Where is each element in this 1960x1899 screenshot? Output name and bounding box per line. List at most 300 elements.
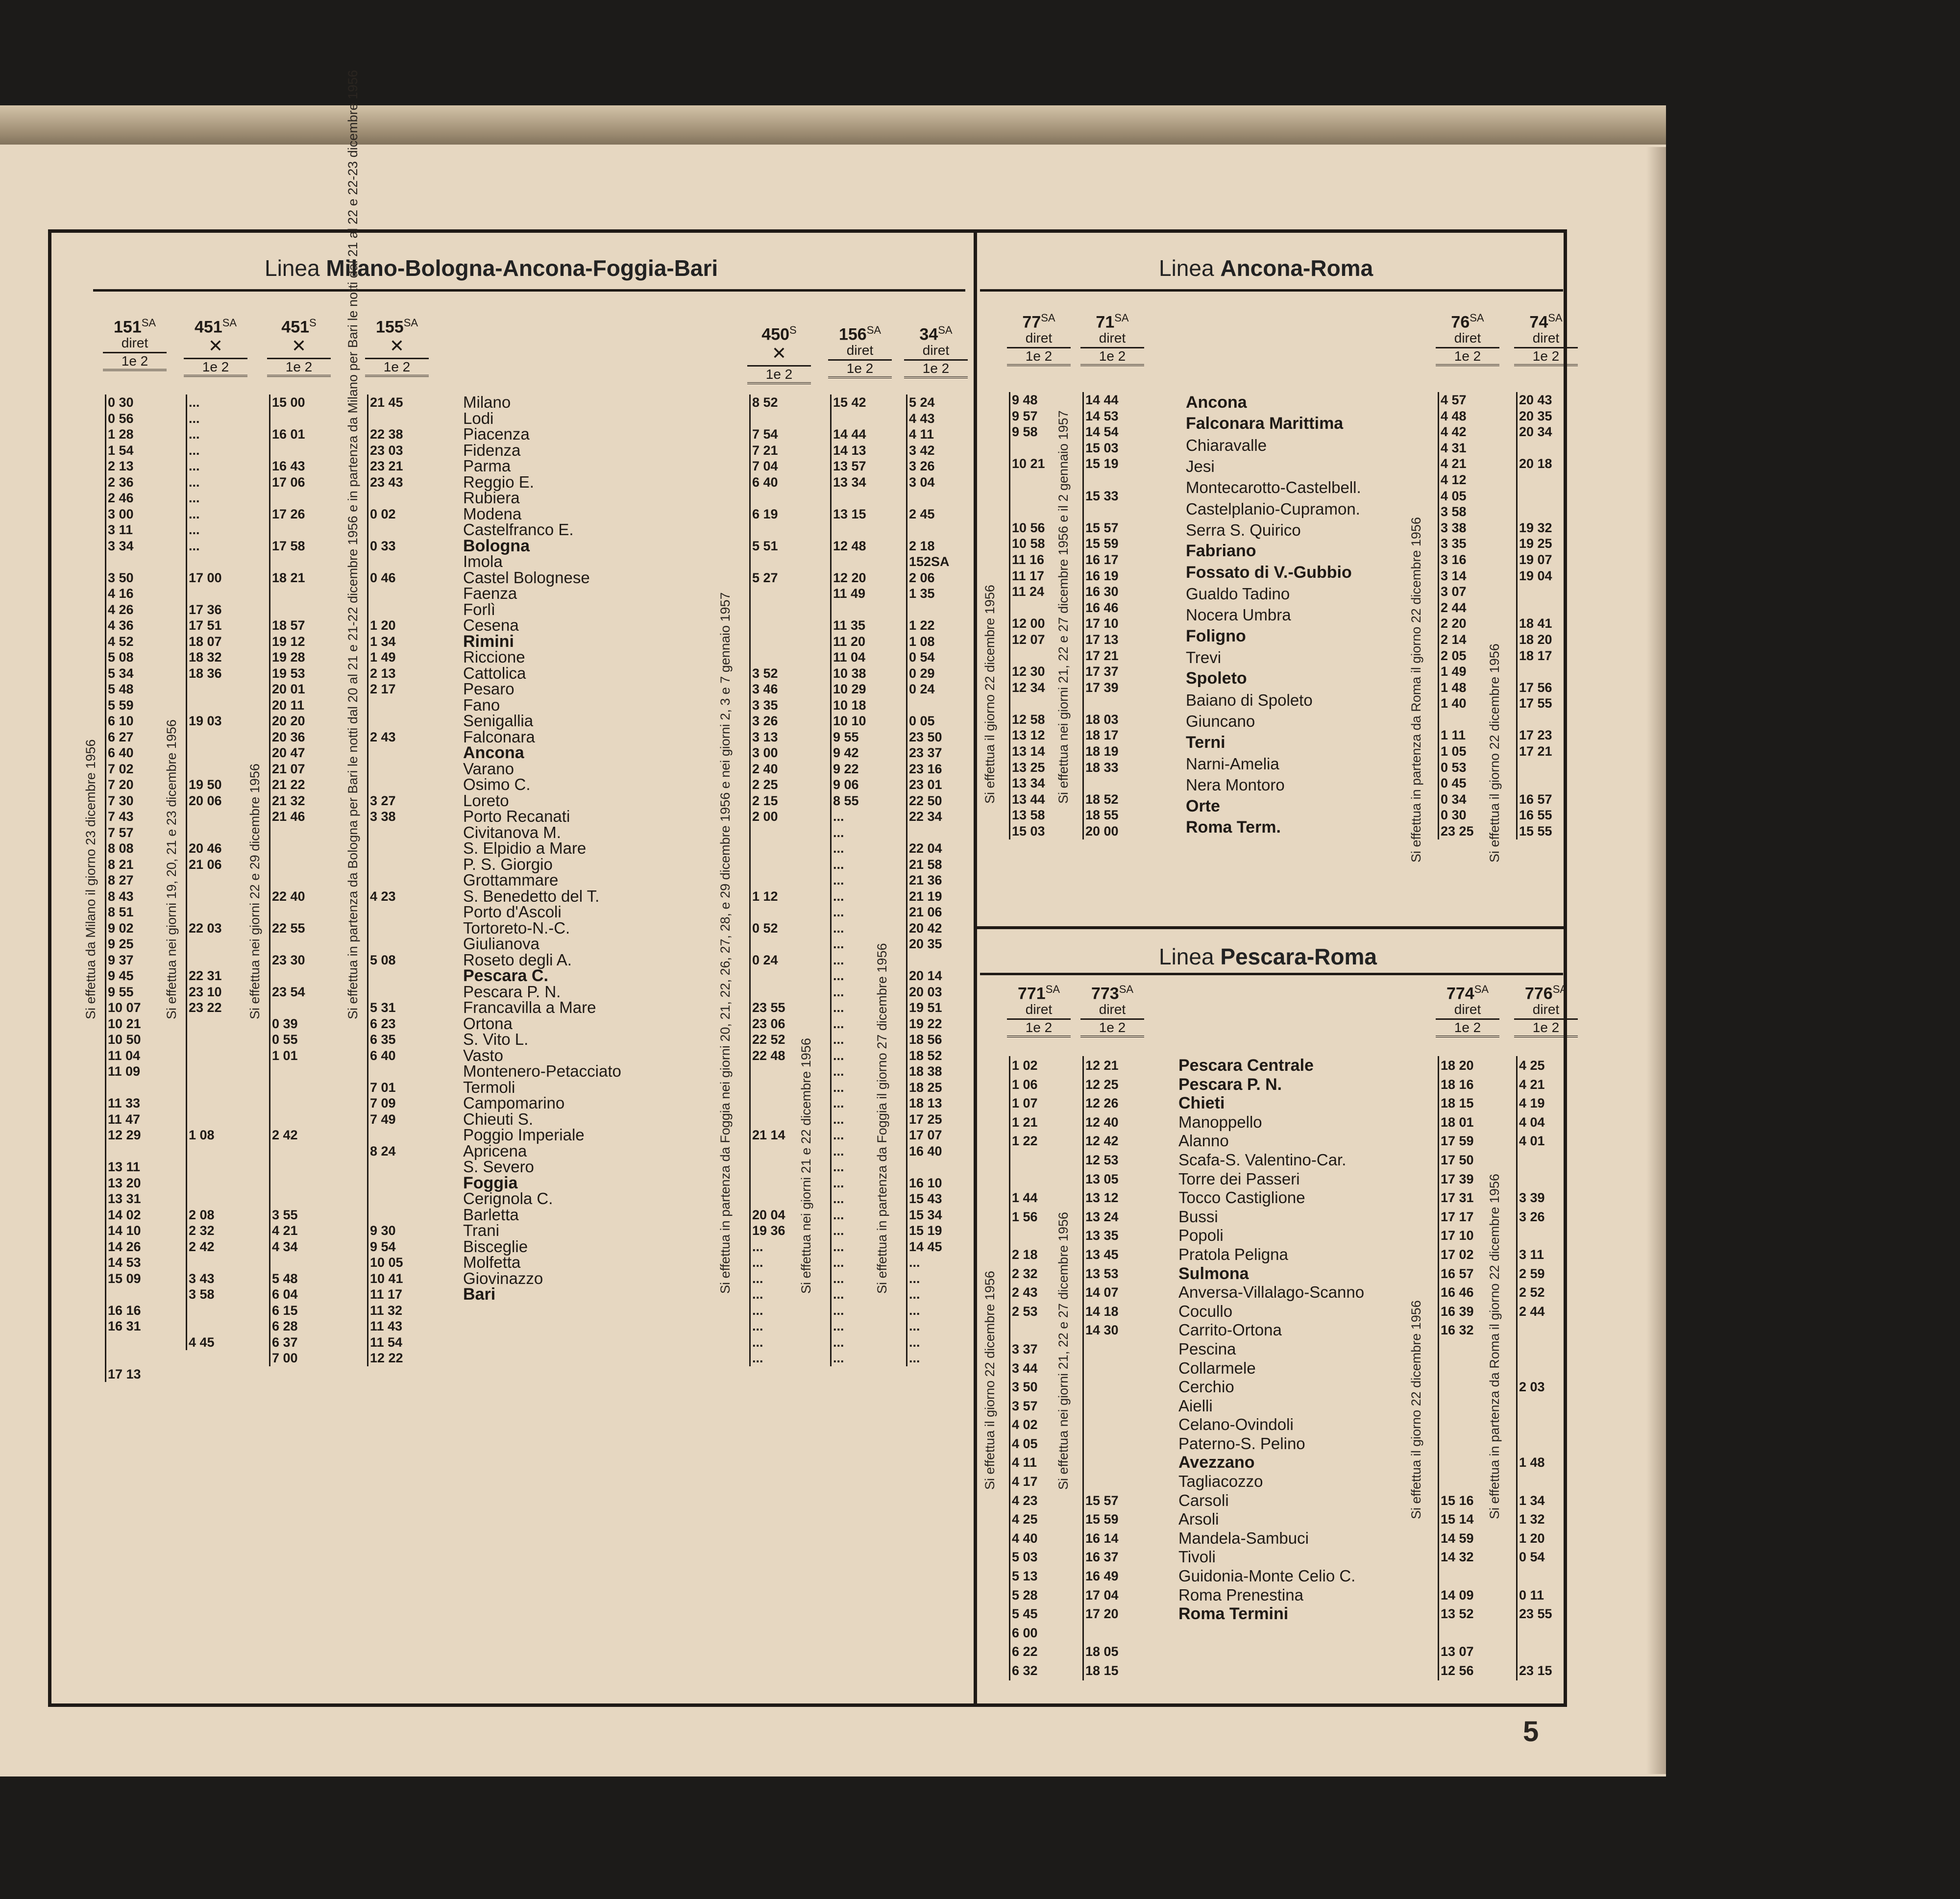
time-cell: 7 02 <box>108 761 134 776</box>
time-cell: 15 57 <box>1085 520 1119 535</box>
time-cell: 12 30 <box>1012 664 1045 679</box>
time-cell: 5 08 <box>108 650 134 665</box>
service-note: Si effettua il giorno 22 dicembre 1956 <box>982 1271 997 1490</box>
time-cell: 17 13 <box>1085 632 1119 647</box>
time-cell: 22 48 <box>752 1048 785 1063</box>
time-cell <box>272 840 305 857</box>
time-cell <box>108 1334 141 1351</box>
station-name: Guidonia-Monte Celio C. <box>1178 1567 1356 1585</box>
time-cell <box>1085 775 1119 791</box>
time-cell: 18 25 <box>909 1080 942 1095</box>
station-row <box>463 395 621 411</box>
time-cell <box>108 1080 141 1096</box>
time-cell: 16 37 <box>1085 1550 1119 1565</box>
time-cell: 0 30 <box>1441 808 1467 823</box>
time-cell: 17 55 <box>1519 696 1552 711</box>
time-cell <box>1441 1472 1474 1491</box>
time-cell: 13 12 <box>1085 1190 1119 1206</box>
station-name: Roma Term. <box>1186 817 1281 837</box>
time-cell: ... <box>189 443 200 458</box>
train-header <box>1514 980 1578 1037</box>
time-cell: 10 07 <box>108 1000 141 1015</box>
train-class: 1e 2 <box>747 365 811 384</box>
time-cell: 16 10 <box>909 1175 942 1190</box>
station-name: Giovinazzo <box>463 1269 543 1287</box>
station-name: Carsoli <box>1178 1491 1229 1509</box>
station-row <box>463 793 621 809</box>
time-cell: 17 00 <box>189 570 222 585</box>
time-cell: 6 19 <box>752 506 778 521</box>
time-cell: 12 26 <box>1085 1096 1119 1111</box>
time-cell <box>1519 1642 1552 1661</box>
time-cell: ... <box>833 920 844 936</box>
time-cell <box>752 522 785 538</box>
time-cell: 21 06 <box>189 857 222 872</box>
time-cell: 0 54 <box>909 650 935 665</box>
time-cell: 9 02 <box>108 920 134 936</box>
time-cell: 15 55 <box>1519 824 1552 839</box>
time-cell: 18 41 <box>1519 616 1552 631</box>
time-cell: 8 08 <box>108 841 134 856</box>
time-cell: 22 50 <box>909 793 942 808</box>
service-note: Si effettua in partenza da Bologna per Bari le notti dal 20 al 21 e 21-22 dicembre 1956 e in partenza da Milano per Bari le notti dal 21 al 22 e 22-23 dicembre 1956 <box>345 70 360 1019</box>
train-number <box>1436 309 1499 331</box>
station-row <box>463 538 621 554</box>
time-cell: 3 52 <box>752 666 778 681</box>
station-name: Carrito-Ortona <box>1178 1321 1282 1339</box>
train-number-value: 74 <box>1529 313 1548 332</box>
time-cell: 1 02 <box>1012 1058 1038 1073</box>
time-cell: 8 55 <box>833 793 859 808</box>
time-cell: 18 01 <box>1441 1114 1474 1130</box>
crossed-hammers-icon: ✕ <box>208 336 223 356</box>
station-row <box>463 554 621 570</box>
time-cell: 1 48 <box>1441 680 1467 695</box>
time-cell: 4 05 <box>1012 1436 1038 1451</box>
station-row <box>1186 477 1361 498</box>
station-row <box>1186 668 1361 689</box>
train-category: SA <box>1552 983 1568 995</box>
station-row <box>1178 1472 1364 1491</box>
time-cell: 13 05 <box>1085 1171 1119 1186</box>
time-cell <box>1441 712 1474 728</box>
time-cell <box>752 411 785 427</box>
train-header <box>103 314 167 371</box>
station-name: Termoli <box>463 1078 515 1096</box>
time-cell <box>370 1207 403 1223</box>
train-number-value: 774 <box>1446 984 1474 1003</box>
station-name: Cerignola C. <box>463 1189 553 1208</box>
time-cell <box>752 1080 785 1096</box>
column-rule <box>105 395 106 1382</box>
time-cell: 15 09 <box>108 1271 141 1286</box>
time-cell: 4 19 <box>1519 1096 1545 1111</box>
time-cell: 9 30 <box>370 1223 396 1238</box>
time-cell: ... <box>833 937 844 951</box>
time-cell: 3 34 <box>108 538 134 553</box>
train-number-value: 151 <box>113 318 142 337</box>
time-cell <box>752 1063 785 1080</box>
station-name: Fabriano <box>1186 542 1256 561</box>
time-cell <box>272 1000 305 1016</box>
time-cell: 9 48 <box>1012 393 1038 407</box>
time-cell: ... <box>189 506 200 521</box>
station-name: Milano <box>463 393 511 411</box>
time-cell: 7 49 <box>370 1111 396 1127</box>
station-name: Falconara Marittima <box>1186 414 1344 433</box>
time-cell: 2 42 <box>272 1128 298 1142</box>
time-cell: 16 57 <box>1441 1266 1474 1281</box>
time-cell: 19 36 <box>752 1223 785 1238</box>
train-times <box>1441 392 1474 839</box>
time-cell <box>370 1191 403 1207</box>
time-cell: 3 00 <box>108 506 134 521</box>
time-cell: ... <box>833 905 844 919</box>
time-cell <box>370 872 403 888</box>
time-cell <box>272 602 305 618</box>
train-kind: diret <box>1099 330 1126 346</box>
train-header <box>1007 980 1071 1037</box>
station-name: Pescina <box>1178 1339 1236 1358</box>
time-cell: 2 43 <box>370 729 396 744</box>
time-cell: 1 08 <box>189 1128 215 1142</box>
time-cell: 3 35 <box>1441 536 1467 551</box>
time-cell: 10 41 <box>370 1271 403 1286</box>
train-category: SA <box>1470 312 1484 324</box>
time-cell: ... <box>189 522 200 537</box>
time-cell: 0 52 <box>752 920 778 936</box>
time-cell: 16 43 <box>272 459 305 473</box>
train-class: 1e 2 <box>267 358 331 377</box>
station-row <box>463 586 621 602</box>
time-cell: 17 51 <box>189 618 222 633</box>
time-cell: 2 00 <box>752 809 778 824</box>
time-cell: 21 22 <box>272 777 305 792</box>
time-cell: 16 57 <box>1519 791 1552 807</box>
time-cell <box>272 490 305 506</box>
time-cell: 23 03 <box>370 443 403 458</box>
station-name: Giuncano <box>1186 712 1255 731</box>
time-cell: 2 05 <box>1441 648 1467 663</box>
time-cell <box>189 1095 222 1111</box>
time-cell: 15 43 <box>909 1191 942 1206</box>
time-cell: 0 54 <box>1519 1550 1545 1565</box>
station-name: Nocera Umbra <box>1186 606 1291 624</box>
time-cell: 4 52 <box>108 634 134 649</box>
train-class: 1e 2 <box>103 352 167 371</box>
time-cell: ... <box>909 1334 920 1350</box>
time-cell: 6 00 <box>1012 1625 1038 1640</box>
station-name: Osimo C. <box>463 775 531 793</box>
time-cell <box>752 857 785 873</box>
time-cell <box>189 1175 222 1191</box>
station-row <box>1178 1283 1364 1302</box>
station-row <box>1186 753 1361 774</box>
title-underline <box>980 973 1563 975</box>
time-cell: ... <box>833 857 844 872</box>
time-cell: 4 11 <box>909 427 934 442</box>
time-cell: 5 48 <box>272 1271 298 1286</box>
station-row <box>1186 796 1361 817</box>
station-name: Varano <box>463 759 514 778</box>
train-times <box>370 395 403 1366</box>
time-cell <box>189 952 222 968</box>
time-cell: 1 01 <box>272 1048 298 1063</box>
service-note: Si effettua nei giorni 21, 22 e 27 dicembre 1956 <box>1056 1212 1071 1490</box>
time-cell <box>370 761 403 777</box>
station-row <box>463 1000 621 1016</box>
station-name: Jesi <box>1186 457 1215 476</box>
time-cell: 3 50 <box>108 570 134 585</box>
time-cell: 12 20 <box>833 570 866 585</box>
time-cell: 4 25 <box>1519 1058 1545 1073</box>
time-cell: 15 59 <box>1085 536 1119 551</box>
train-number-value: 155 <box>375 318 404 337</box>
station-name: Fossato di V.-Gubbio <box>1186 563 1352 582</box>
time-cell: 5 31 <box>370 1000 396 1015</box>
time-cell: ... <box>833 841 844 856</box>
time-cell <box>1519 1359 1552 1378</box>
train-category: SA <box>1114 312 1129 324</box>
station-name: Celano-Ovindoli <box>1178 1415 1294 1434</box>
time-cell: ... <box>189 474 200 490</box>
train-number-value: 34 <box>919 325 938 344</box>
time-cell: 13 58 <box>1012 808 1045 823</box>
time-cell <box>1441 1624 1474 1643</box>
time-cell: 20 35 <box>909 937 942 951</box>
time-cell: 17 17 <box>1441 1209 1474 1224</box>
station-row <box>463 888 621 905</box>
time-cell: 14 59 <box>1441 1530 1474 1546</box>
time-cell: 10 05 <box>370 1255 403 1270</box>
station-name: Cocullo <box>1178 1302 1233 1320</box>
station-name: S. Vito L. <box>463 1030 529 1048</box>
time-cell <box>189 1111 222 1128</box>
station-name: Aielli <box>1178 1396 1213 1415</box>
time-cell <box>189 809 222 825</box>
time-cell <box>272 443 305 459</box>
time-cell <box>752 490 785 506</box>
time-cell: 15 03 <box>1012 824 1045 839</box>
train-number-value: 450 <box>761 325 790 344</box>
time-cell <box>1012 695 1045 712</box>
time-cell: 17 10 <box>1085 616 1119 631</box>
station-name: S. Elpidio a Mare <box>463 839 587 857</box>
time-cell: 3 26 <box>752 714 778 728</box>
station-row <box>463 745 621 761</box>
station-row <box>463 1048 621 1064</box>
ancona-roma-title <box>1159 255 1373 281</box>
station-row <box>1178 1056 1364 1075</box>
time-cell <box>1441 1415 1474 1434</box>
time-cell <box>752 649 785 666</box>
station-name: Arsoli <box>1178 1510 1219 1529</box>
time-cell: 4 45 <box>189 1334 215 1350</box>
station-row <box>1178 1151 1364 1170</box>
time-cell: 4 01 <box>1519 1134 1545 1149</box>
service-note: Si effettua in partenza da Roma il giorno 22 dicembre 1956 <box>1409 517 1423 863</box>
time-cell <box>370 411 403 427</box>
time-cell: 3 55 <box>272 1207 298 1222</box>
time-cell <box>752 1095 785 1111</box>
station-name: Roseto degli A. <box>463 950 572 969</box>
train-column <box>184 314 247 377</box>
time-cell: 13 45 <box>1085 1247 1119 1262</box>
time-cell: 9 55 <box>833 729 859 744</box>
station-row <box>463 411 621 427</box>
time-cell <box>752 1175 785 1191</box>
time-cell: 12 42 <box>1085 1134 1119 1149</box>
time-cell: 14 30 <box>1085 1323 1119 1338</box>
time-cell: 23 10 <box>189 984 222 999</box>
train-class: 1e 2 <box>1080 347 1144 366</box>
time-cell <box>752 586 785 602</box>
time-cell: 14 32 <box>1441 1550 1474 1565</box>
time-cell: 1 48 <box>1519 1455 1545 1470</box>
train-times <box>909 395 950 1366</box>
train-category: SA <box>1474 983 1489 995</box>
station-name: Avezzano <box>1178 1453 1255 1472</box>
train-times <box>833 395 866 1366</box>
time-cell: 0 11 <box>1519 1587 1544 1603</box>
time-cell: 22 34 <box>909 809 942 824</box>
station-row <box>1178 1264 1364 1283</box>
station-row <box>463 634 621 650</box>
time-cell: 1 20 <box>1519 1530 1545 1546</box>
time-cell <box>370 984 403 1000</box>
time-cell <box>370 857 403 873</box>
time-cell: 13 53 <box>1085 1266 1119 1281</box>
time-cell <box>752 904 785 920</box>
column-rule <box>1438 1056 1439 1680</box>
time-cell <box>1085 1472 1119 1491</box>
time-cell <box>272 1111 305 1128</box>
station-row <box>463 1286 621 1303</box>
time-cell: 3 38 <box>1441 520 1467 535</box>
time-cell: ... <box>833 952 844 967</box>
time-cell: 20 42 <box>909 920 942 936</box>
time-cell: 13 25 <box>1012 760 1045 775</box>
time-cell <box>909 697 950 714</box>
time-cell: 22 31 <box>189 968 222 983</box>
time-cell: ... <box>189 459 200 473</box>
time-cell: 11 47 <box>108 1111 141 1127</box>
time-cell: 10 56 <box>1012 520 1045 535</box>
time-cell: 11 17 <box>1012 568 1045 583</box>
time-cell: 16 17 <box>1085 552 1119 567</box>
time-cell: 19 12 <box>272 634 305 649</box>
time-cell: 20 00 <box>1085 824 1119 839</box>
station-row <box>1178 1397 1364 1416</box>
station-row <box>1186 647 1361 668</box>
time-cell: 12 29 <box>108 1128 141 1142</box>
train-header <box>184 314 247 377</box>
station-row <box>463 984 621 1000</box>
time-cell: 17 59 <box>1441 1134 1474 1149</box>
time-cell: 3 37 <box>1012 1341 1038 1356</box>
time-cell: 12 34 <box>1012 680 1045 695</box>
time-cell: 13 34 <box>833 474 866 490</box>
train-column <box>1007 309 1071 366</box>
time-cell: ... <box>752 1351 763 1365</box>
station-name: Poggio Imperiale <box>463 1126 585 1144</box>
time-cell <box>1519 1624 1552 1643</box>
time-cell: ... <box>833 1000 844 1015</box>
column-rule <box>1516 392 1518 839</box>
station-name: Imola <box>463 552 503 570</box>
time-cell: 11 49 <box>833 586 866 601</box>
time-cell <box>189 904 222 920</box>
station-name: Porto d'Ascoli <box>463 903 562 921</box>
time-cell: 12 48 <box>833 538 866 553</box>
station-row <box>463 1143 621 1159</box>
time-cell <box>1441 1359 1474 1378</box>
time-cell: 3 16 <box>1441 552 1467 567</box>
time-cell <box>370 840 403 857</box>
time-cell: 1 34 <box>1519 1493 1545 1508</box>
time-cell <box>1441 1340 1474 1359</box>
time-cell: 20 35 <box>1519 408 1552 423</box>
time-cell: 4 16 <box>108 586 134 601</box>
time-cell: 1 56 <box>1012 1209 1038 1224</box>
time-cell: 0 34 <box>1441 791 1467 807</box>
time-cell <box>272 936 305 952</box>
time-cell: 5 51 <box>752 538 778 553</box>
time-cell: 23 55 <box>1519 1606 1552 1622</box>
time-cell: 18 52 <box>1085 791 1119 807</box>
time-cell: 0 29 <box>909 666 935 681</box>
time-cell <box>909 602 950 618</box>
time-cell: 17 37 <box>1085 664 1119 679</box>
train-column <box>1080 309 1144 366</box>
time-cell: 10 38 <box>833 666 866 681</box>
time-cell <box>108 1143 141 1159</box>
time-cell: 19 04 <box>1519 568 1552 583</box>
station-name: Modena <box>463 504 522 523</box>
time-cell <box>1519 472 1552 488</box>
station-name: Tivoli <box>1178 1548 1216 1566</box>
crossed-hammers-icon: ✕ <box>771 343 787 364</box>
station-name: Riccione <box>463 648 525 666</box>
train-header <box>1514 309 1578 366</box>
time-cell: 3 11 <box>108 522 133 537</box>
time-cell: 4 12 <box>1441 472 1467 487</box>
time-cell <box>752 872 785 888</box>
station-row <box>463 1255 621 1271</box>
column-rule <box>1009 1056 1010 1680</box>
time-cell: ... <box>833 1080 844 1095</box>
station-name: Sulmona <box>1178 1264 1249 1283</box>
time-cell: 5 28 <box>1012 1587 1038 1603</box>
station-name: Pratola Peligna <box>1178 1245 1288 1263</box>
time-cell <box>108 1350 141 1366</box>
time-cell <box>370 745 403 761</box>
train-category: S <box>789 324 797 336</box>
station-row <box>463 666 621 682</box>
time-cell: 16 39 <box>1441 1304 1474 1319</box>
time-cell: 6 27 <box>108 729 134 744</box>
time-cell: 7 43 <box>108 809 134 824</box>
time-cell: 2 42 <box>189 1239 215 1254</box>
train-column <box>828 321 892 378</box>
time-cell <box>189 1303 222 1319</box>
train-number <box>1007 980 1071 1003</box>
time-cell: 4 11 <box>1012 1455 1037 1470</box>
time-cell: 22 38 <box>370 427 403 442</box>
time-cell: 1 11 <box>1441 728 1466 743</box>
station-name: Ortona <box>463 1014 513 1033</box>
station-name: Giulianova <box>463 935 539 953</box>
